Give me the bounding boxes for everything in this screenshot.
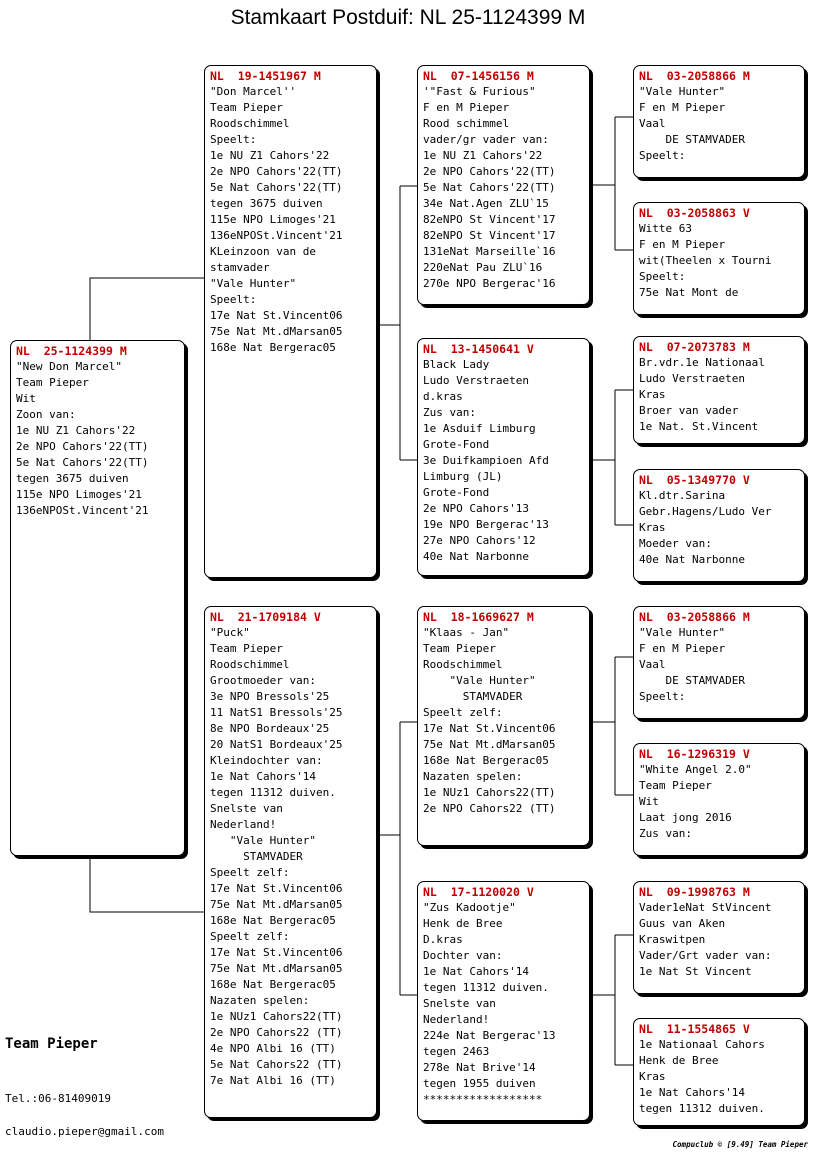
card-line: KLeinzoon van de (210, 245, 316, 258)
ring-number: NL 16-1296319 V (639, 747, 750, 761)
card-line: 1e NU Z1 Cahors'22 (16, 424, 136, 437)
card-line: Speelt: (210, 133, 257, 146)
card-line: 4e NPO Albi 16 (TT) (210, 1042, 336, 1055)
card-line: 19e NPO Bergerac'13 (423, 518, 549, 531)
card-line: Moeder van: (639, 537, 712, 550)
card-line: tegen 11312 duiven. (423, 981, 549, 994)
card-line: DE STAMVADER (639, 674, 745, 687)
card-line: Speelt: (639, 270, 686, 283)
card-line: 40e Nat Narbonne (639, 553, 745, 566)
card-line: "Vale Hunter" (210, 277, 297, 290)
card-line: tegen 3675 duiven (16, 472, 129, 485)
pigeon-card-mmf (633, 881, 805, 994)
card-line: Grootmoeder van: (210, 674, 316, 687)
owner-email: claudio.pieper@gmail.com (5, 1125, 164, 1138)
pigeon-card-father (204, 65, 377, 578)
card-line: Ludo Verstraeten (423, 374, 529, 387)
card-line: Laat jong 2016 (639, 811, 732, 824)
card-line: Vaal (639, 658, 666, 671)
card-line: Snelste van (423, 997, 496, 1010)
card-line: Roodschimmel (210, 658, 290, 671)
card-line: 75e Nat Mt.dMarsan05 (210, 962, 343, 975)
card-line: "White Angel 2.0" (639, 763, 752, 776)
pigeon-card-mf (417, 606, 590, 846)
card-line: 1e Asduif Limburg (423, 422, 536, 435)
card-line: Grote-Fond (423, 438, 490, 451)
card-line: Speelt: (639, 149, 686, 162)
card-line: Henk de Bree (639, 1054, 719, 1067)
card-line: 2e NPO Cahors'22(TT) (16, 440, 149, 453)
card-line: 17e Nat St.Vincent06 (210, 946, 343, 959)
card-line: "New Don Marcel" (16, 360, 122, 373)
card-line: 1e Nat St Vincent (639, 965, 752, 978)
card-line: Vader/Grt vader van: (639, 949, 772, 962)
card-line: 2e NPO Cahors'22(TT) (210, 165, 343, 178)
card-line: 5e Nat Cahors'22(TT) (423, 181, 556, 194)
card-line: ****************** (423, 1093, 543, 1106)
ring-number: NL 21-1709184 V (210, 610, 321, 624)
pigeon-card-mff (633, 606, 805, 719)
card-line: 136eNPOSt.Vincent'21 (16, 504, 149, 517)
card-line: 278e Nat Brive'14 (423, 1061, 536, 1074)
card-line: '"Fast & Furious" (423, 85, 536, 98)
card-line: tegen 11312 duiven. (210, 786, 336, 799)
card-line: 168e Nat Bergerac05 (210, 914, 336, 927)
pigeon-card-mm (417, 881, 590, 1121)
card-line: 40e Nat Narbonne (423, 550, 529, 563)
card-line: 1e NUz1 Cahors22(TT) (423, 786, 556, 799)
ring-number: NL 25-1124399 M (16, 344, 127, 358)
card-line: Dochter van: (423, 949, 503, 962)
card-line: 131eNat Marseille`16 (423, 245, 556, 258)
card-line: Rood schimmel (423, 117, 510, 130)
card-line: 2e NPO Cahors'22(TT) (423, 165, 556, 178)
pigeon-card-fff (633, 65, 805, 178)
card-line: STAMVADER (423, 690, 523, 703)
card-line: Nazaten spelen: (423, 770, 523, 783)
card-line: "Zus Kadootje" (423, 901, 516, 914)
card-line: Zoon van: (16, 408, 76, 421)
owner-phone: Tel.:06-81409019 (5, 1092, 111, 1105)
card-line: Roodschimmel (210, 117, 290, 130)
ring-number: NL 07-2073783 M (639, 340, 750, 354)
card-line: 34e Nat.Agen ZLU`15 (423, 197, 549, 210)
card-line: Henk de Bree (423, 917, 503, 930)
card-line: Speelt zelf: (210, 866, 290, 879)
card-line: 1e NU Z1 Cahors'22 (423, 149, 543, 162)
card-line: 1e Nationaal Cahors (639, 1038, 765, 1051)
card-line: Roodschimmel (423, 658, 503, 671)
owner-name: Team Pieper (5, 1036, 98, 1052)
card-line: 1e Nat Cahors'14 (210, 770, 316, 783)
card-line: Zus van: (639, 827, 692, 840)
pigeon-card-subject (10, 340, 185, 856)
card-line: 3e NPO Bressols'25 (210, 690, 330, 703)
ring-number: NL 03-2058863 V (639, 206, 750, 220)
ring-number: NL 03-2058866 M (639, 610, 750, 624)
pigeon-card-mfm (633, 743, 805, 856)
card-line: 17e Nat St.Vincent06 (210, 309, 343, 322)
card-line: 115e NPO Limoges'21 (210, 213, 336, 226)
card-line: Br.vdr.1e Nationaal (639, 356, 765, 369)
card-line: Vaal (639, 117, 666, 130)
card-line: Wit (16, 392, 36, 405)
card-line: 17e Nat St.Vincent06 (210, 882, 343, 895)
card-line: 2e NPO Cahors22 (TT) (423, 802, 556, 815)
card-line: tegen 11312 duiven. (639, 1102, 765, 1115)
pigeon-card-fm (417, 338, 590, 576)
card-line: 27e NPO Cahors'12 (423, 534, 536, 547)
card-line: Nederland! (423, 1013, 490, 1026)
card-line: "Vale Hunter" (639, 85, 726, 98)
card-line: Speelt zelf: (210, 930, 290, 943)
card-line: STAMVADER (210, 850, 303, 863)
card-line: 75e Nat Mont de (639, 286, 739, 299)
card-line: D.kras (423, 933, 463, 946)
card-line: Speelt: (639, 690, 686, 703)
card-line: "Vale Hunter" (210, 834, 316, 847)
card-line: d.kras (423, 390, 463, 403)
card-line: Speelt: (210, 293, 257, 306)
pigeon-card-mother (204, 606, 377, 1118)
card-line: 5e Nat Cahors'22(TT) (16, 456, 149, 469)
card-line: Guus van Aken (639, 917, 726, 930)
card-line: F en M Pieper (639, 238, 726, 251)
card-line: F en M Pieper (423, 101, 510, 114)
card-line: vader/gr vader van: (423, 133, 549, 146)
card-line: Ludo Verstraeten (639, 372, 745, 385)
card-line: Limburg (JL) (423, 470, 503, 483)
ring-number: NL 03-2058866 M (639, 69, 750, 83)
card-line: 75e Nat Mt.dMarsan05 (210, 898, 343, 911)
card-line: 1e NUz1 Cahors22(TT) (210, 1010, 343, 1023)
card-line: Witte 63 (639, 222, 692, 235)
card-line: Wit (639, 795, 659, 808)
pigeon-card-ff (417, 65, 590, 305)
pigeon-card-fmm (633, 469, 805, 582)
card-line: stamvader (210, 261, 270, 274)
card-line: 220eNat Pau ZLU`16 (423, 261, 543, 274)
card-line: Team Pieper (16, 376, 89, 389)
card-line: 1e NU Z1 Cahors'22 (210, 149, 330, 162)
pigeon-card-fmf (633, 336, 805, 444)
card-line: 82eNPO St Vincent'17 (423, 229, 556, 242)
card-line: 115e NPO Limoges'21 (16, 488, 142, 501)
card-line: tegen 3675 duiven (210, 197, 323, 210)
card-line: 168e Nat Bergerac05 (210, 341, 336, 354)
card-line: Kras (639, 388, 666, 401)
card-line: 1e Nat Cahors'14 (423, 965, 529, 978)
card-line: 20 NatS1 Bordeaux'25 (210, 738, 343, 751)
ring-number: NL 18-1669627 M (423, 610, 534, 624)
card-line: Broer van vader (639, 404, 739, 417)
card-line: 5e Nat Cahors'22(TT) (210, 181, 343, 194)
card-line: F en M Pieper (639, 642, 726, 655)
card-line: F en M Pieper (639, 101, 726, 114)
card-line: 75e Nat Mt.dMarsan05 (210, 325, 343, 338)
ring-number: NL 19-1451967 M (210, 69, 321, 83)
card-line: 8e NPO Bordeaux'25 (210, 722, 330, 735)
ring-number: NL 11-1554865 V (639, 1022, 750, 1036)
card-line: DE STAMVADER (639, 133, 745, 146)
card-line: Zus van: (423, 406, 476, 419)
card-line: "Vale Hunter" (639, 626, 726, 639)
card-line: 168e Nat Bergerac05 (423, 754, 549, 767)
page-title: Stamkaart Postduif: NL 25-1124399 M (230, 6, 586, 29)
ring-number: NL 13-1450641 V (423, 342, 534, 356)
card-line: Kraswitpen (639, 933, 706, 946)
card-line: 224e Nat Bergerac'13 (423, 1029, 556, 1042)
card-line: Team Pieper (639, 779, 712, 792)
card-line: Vader1eNat StVincent (639, 901, 772, 914)
card-line: tegen 1955 duiven (423, 1077, 536, 1090)
card-line: 270e NPO Bergerac'16 (423, 277, 556, 290)
pigeon-card-mmm (633, 1018, 805, 1126)
card-line: Team Pieper (423, 642, 496, 655)
card-line: Black Lady (423, 358, 490, 371)
card-line: "Klaas - Jan" (423, 626, 510, 639)
card-line: 1e Nat Cahors'14 (639, 1086, 745, 1099)
card-line: Grote-Fond (423, 486, 490, 499)
card-line: 168e Nat Bergerac05 (210, 978, 336, 991)
card-line: "Don Marcel'' (210, 85, 297, 98)
ring-number: NL 17-1120020 V (423, 885, 534, 899)
card-line: wit(Theelen x Tourni (639, 254, 772, 267)
card-line: Gebr.Hagens/Ludo Ver (639, 505, 772, 518)
footer-credit: Compuclub © [9.49] Team Pieper (672, 1140, 808, 1149)
card-line: Nederland! (210, 818, 277, 831)
card-line: "Puck" (210, 626, 250, 639)
card-line: Snelste van (210, 802, 283, 815)
ring-number: NL 09-1998763 M (639, 885, 750, 899)
card-line: Nazaten spelen: (210, 994, 310, 1007)
pigeon-card-ffm (633, 202, 805, 315)
card-line: Speelt zelf: (423, 706, 503, 719)
card-line: "Vale Hunter" (423, 674, 536, 687)
card-line: Kleindochter van: (210, 754, 323, 767)
card-line: 11 NatS1 Bressols'25 (210, 706, 343, 719)
card-line: 3e Duifkampioen Afd (423, 454, 549, 467)
card-line: 82eNPO St Vincent'17 (423, 213, 556, 226)
card-line: 75e Nat Mt.dMarsan05 (423, 738, 556, 751)
card-line: tegen 2463 (423, 1045, 490, 1058)
card-line: 1e Nat. St.Vincent (639, 420, 759, 433)
card-line: 17e Nat St.Vincent06 (423, 722, 556, 735)
card-line: 5e Nat Cahors22 (TT) (210, 1058, 343, 1071)
card-line: Team Pieper (210, 642, 283, 655)
card-line: 7e Nat Albi 16 (TT) (210, 1074, 336, 1087)
card-line: Team Pieper (210, 101, 283, 114)
card-line: 2e NPO Cahors22 (TT) (210, 1026, 343, 1039)
card-line: Kras (639, 1070, 666, 1083)
ring-number: NL 05-1349770 V (639, 473, 750, 487)
ring-number: NL 07-1456156 M (423, 69, 534, 83)
card-line: Kl.dtr.Sarina (639, 489, 726, 502)
card-line: 136eNPOSt.Vincent'21 (210, 229, 343, 242)
card-line: Kras (639, 521, 666, 534)
card-line: 2e NPO Cahors'13 (423, 502, 529, 515)
